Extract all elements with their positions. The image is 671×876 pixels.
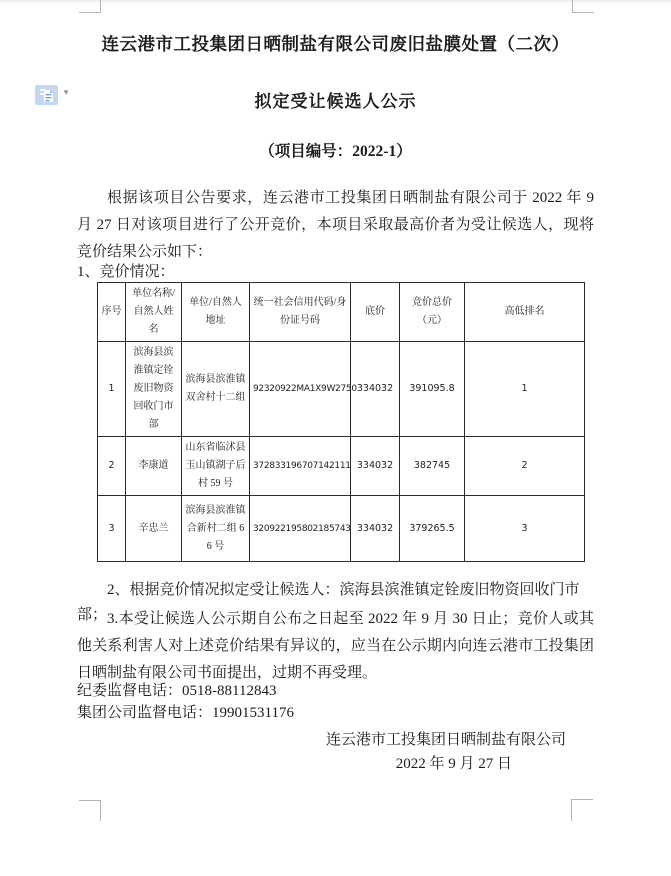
- table-row: [98, 342, 585, 437]
- document-title: 连云港市工投集团日晒制盐有限公司废旧盐膜处置（二次）: [101, 34, 570, 54]
- table-row: [98, 496, 585, 562]
- col-header-seq: 序号: [98, 283, 126, 342]
- text-boundary-mark-top-left: [79, 0, 101, 13]
- table-cell-bid-total: 379265.5: [400, 496, 465, 562]
- table-cell-id: 92320922MA1X9W2750: [250, 342, 351, 437]
- table-cell-base-price: 334032: [351, 437, 400, 496]
- table-cell-name: 滨海县滨淮镇定铨废旧物资回收门市部: [126, 342, 182, 437]
- table-cell-bid-total: 391095.8: [400, 342, 465, 437]
- table-cell-rank: 2: [465, 437, 585, 496]
- table-cell-address: 滨海县滨淮镇合新村二组 66 号: [182, 496, 250, 562]
- col-header-address: 单位/自然人地址: [182, 283, 250, 342]
- bid-results-table: [97, 282, 585, 562]
- chevron-down-icon[interactable]: ▾: [63, 88, 69, 98]
- table-cell-rank: 3: [465, 496, 585, 562]
- table-cell-address: 山东省临沭县玉山镇湖子后村 59 号: [182, 437, 250, 496]
- table-cell-base-price: 334032: [351, 496, 400, 562]
- discipline-phone-line: 纪委监督电话：0518-88112843: [77, 683, 277, 699]
- project-number: （项目编号：2022-1）: [259, 143, 412, 160]
- table-cell-name: 李康道: [126, 437, 182, 496]
- text-boundary-mark-bottom-right: [571, 799, 593, 821]
- table-row: [98, 437, 585, 496]
- col-header-rank: 高低排名: [465, 283, 585, 342]
- table-cell-seq: 2: [98, 437, 126, 496]
- col-header-name: 单位名称/自然人姓名: [126, 283, 182, 342]
- table-cell-name: 辛忠兰: [126, 496, 182, 562]
- section-1-heading: 1、竞价情况：: [77, 264, 175, 280]
- signature-org: 连云港市工投集团日晒制盐有限公司: [325, 732, 566, 748]
- col-header-base-price: 底价: [351, 283, 400, 342]
- table-cell-base-price: 334032: [351, 342, 400, 437]
- col-header-id: 统一社会信用代码/身份证号码: [250, 283, 351, 342]
- intro-paragraph: 根据该项目公告要求，连云港市工投集团日晒制盐有限公司于 2022 年 9 月 27 日对该项目进行了公开竞价，本项目采取最高价者为受让候选人，现将竞价结果公示如下：: [77, 190, 594, 260]
- table-cell-id: 372833196707142111: [250, 437, 351, 496]
- signature-date: 2022 年 9 月 27 日: [395, 756, 512, 772]
- document-subtitle: 拟定受让候选人公示: [254, 92, 417, 111]
- table-cell-bid-total: 382745: [400, 437, 465, 496]
- table-cell-address: 滨海县滨淮镇双舍村十二组: [182, 342, 250, 437]
- table-cell-seq: 1: [98, 342, 126, 437]
- table-cell-seq: 3: [98, 496, 126, 562]
- text-boundary-mark-bottom-left: [79, 800, 101, 821]
- table-cell-rank: 1: [465, 342, 585, 437]
- paragraph-2: 2、根据竞价情况拟定受让候选人：滨海县滨淮镇定铨废旧物资回收门市部；: [77, 582, 580, 623]
- table-cell-id: 320922195802185743: [250, 496, 351, 562]
- paragraph-3: 3.本受让候选人公示期自公布之日起至 2022 年 9 月 30 日止；竞价人或其他关系利害人对上述竞价结果有异议的，应当在公示期内向连云港市工投集团日晒制盐有限公司书面提出，过期不再受理。: [77, 611, 594, 681]
- table-header-row: [98, 283, 585, 342]
- text-boundary-mark-top-right: [572, 0, 594, 13]
- group-phone-line: 集团公司监督电话：19901531176: [77, 705, 294, 721]
- col-header-bid-total: 竞价总价（元）: [400, 283, 465, 342]
